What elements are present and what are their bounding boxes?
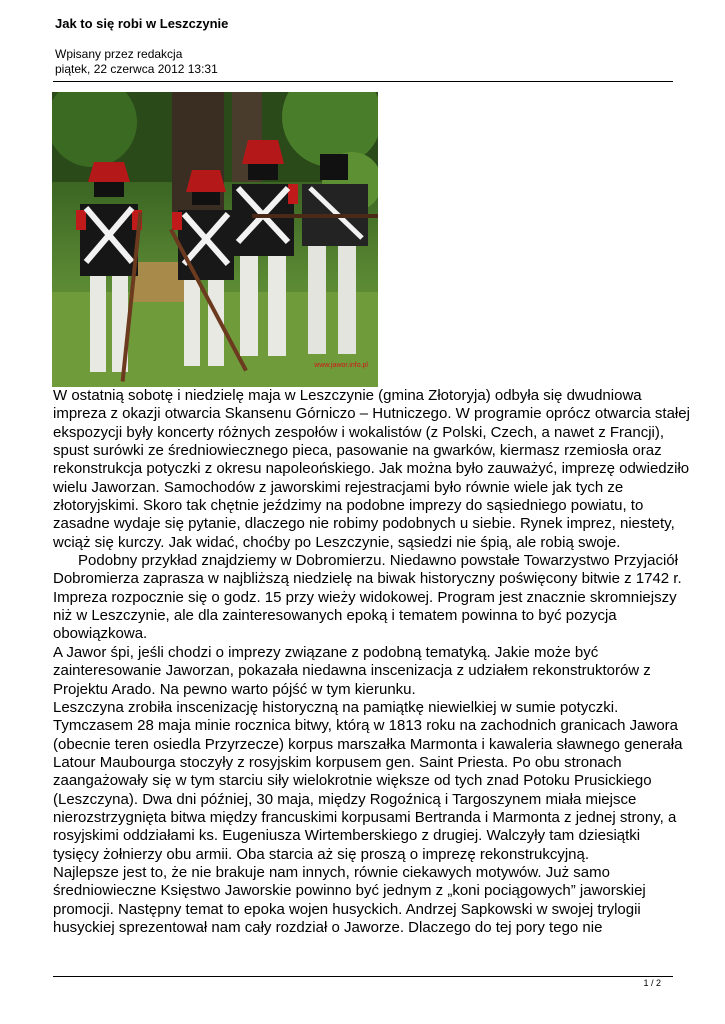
reenactors-illustration bbox=[52, 92, 378, 387]
body-line: Tymczasem 28 maja minie rocznica bitwy, którą w 1813 roku na zachodnich granicach Jawora bbox=[53, 717, 679, 735]
body-line: husyckiej sprezentował nam cały rozdział o Jaworze. Dlaczego do tej pory tego nie bbox=[53, 918, 603, 936]
photo-watermark: www.jawor.info.pl bbox=[314, 362, 368, 369]
article-photo bbox=[52, 92, 378, 387]
header-divider bbox=[53, 81, 673, 82]
article-body bbox=[53, 387, 690, 937]
body-line: impreza z okazji otwarcia Skansenu Górniczo – Hutniczego. W programie oprócz otwarcia stałej bbox=[53, 405, 690, 423]
body-line: zainteresowanie Jaworzan, pokazała niedawna inscenizacja z udziałem rekonstruktorów z bbox=[53, 662, 651, 680]
article-title: Jak to się robi w Leszczynie bbox=[55, 16, 229, 31]
body-line: Dobromierza zaprasza w najbliższą niedzielę na biwak historyczny poświęcony bitwie z 1742 r. bbox=[53, 570, 682, 588]
body-line: ekspozycji były koncerty różnych zespołów i wokalistów (z Polski, Czech, a nawet z Francji), bbox=[53, 423, 665, 441]
body-line: złotoryjskimi. Skoro tak chętnie jeździmy na podobne imprezy do sąsiedniego powiatu, to bbox=[53, 497, 644, 515]
body-line: A Jawor śpi, jeśli chodzi o imprezy związane z podobną tematyką. Jakie może być bbox=[53, 643, 599, 661]
author-line: Wpisany przez redakcja bbox=[55, 47, 183, 61]
body-line: Leszczyna zrobiła inscenizację historyczną na pamiątkę niewielkiej w sumie potyczki. bbox=[53, 698, 619, 716]
body-line: rekonstrukcja potyczki z okresu napoleońskiego. Jak można było zauważyć, imprezę odwiedziło bbox=[53, 460, 690, 478]
body-line: rosyjskimi oddziałami ks. Eugeniusza Wirtemberskiego z drugiej. Walczyły tam dziesiątki bbox=[53, 827, 641, 845]
body-line: (obecnie teren osiedla Przyrzecze) korpus marszałka Marmonta i kawaleria sławnego generała bbox=[53, 735, 683, 753]
body-line: Impreza rozpocznie się o godz. 15 przy wieży widokowej. Program jest znacznie skromniejszy bbox=[53, 588, 677, 606]
body-line: nierozstrzygnięta bitwa między francuskimi korpusami Bertranda i Marmonta z jednej strony, a bbox=[53, 808, 677, 826]
body-line: spust surówki ze średniowiecznego pieca, pasowanie na gwarków, kiermasz rzemiosła oraz bbox=[53, 442, 662, 460]
date-line: piątek, 22 czerwca 2012 13:31 bbox=[55, 62, 218, 76]
body-line: (Leszczyna). Dwa dni później, 30 maja, między Rogoźnicą i Targoszynem miała miejsce bbox=[53, 790, 637, 808]
body-line: W ostatnią sobotę i niedzielę maja w Leszczynie (gmina Złotoryja) odbyła się dwudniowa bbox=[53, 387, 642, 404]
body-line: tysięcy żołnierzy obu armii. Oba starcia aż się proszą o imprezę rekonstrukcyjną. bbox=[53, 845, 590, 863]
body-line: Najlepsze jest to, że nie brakuje nam innych, równie ciekawych motywów. Już samo bbox=[53, 863, 610, 881]
body-line: średniowieczne Księstwo Jaworskie powinno być jednym z „koni pociągowych” jaworskiej bbox=[53, 882, 646, 900]
body-line: wciąż się kurczy. Jak widać, choćby po Leszczynie, sąsiedzi nie śpią, ale robią swoje. bbox=[53, 533, 621, 551]
body-line: zaangażowały się w tym starciu siły wielokrotnie większe od tych znad Potoku Prusickiego bbox=[53, 772, 652, 790]
body-line: zasadne wydaje się pytanie, dlaczego nie robimy podobnych u siebie. Rynek imprez, niestety, bbox=[53, 515, 675, 533]
body-line: wielu Jaworzan. Samochodów z jaworskimi rejestracjami było równie wiele jak tych ze bbox=[53, 478, 624, 496]
body-line: niż w Leszczynie, ale dla zainteresowanych epoką i tematem powinna to być pozycja bbox=[53, 607, 617, 625]
footer-divider bbox=[53, 976, 673, 977]
body-line: Latour Maubourga stoczyły z rosyjskim korpusem gen. Saint Priesta. Po obu stronach bbox=[53, 753, 622, 771]
body-line: Projektu Arado. Na pewno warto pójść w tym kierunku. bbox=[53, 680, 416, 698]
body-line: obowiązkowa. bbox=[53, 625, 148, 643]
page-number: 1 / 2 bbox=[643, 978, 661, 988]
body-line: Podobny przykład znajdziemy w Dobromierzu. Niedawno powstałe Towarzystwo Przyjaciół bbox=[53, 552, 678, 570]
article-meta bbox=[55, 47, 218, 77]
body-line: promocji. Następny temat to epoka wojen husyckich. Andrzej Sapkowski w swojej trylogii bbox=[53, 900, 641, 918]
